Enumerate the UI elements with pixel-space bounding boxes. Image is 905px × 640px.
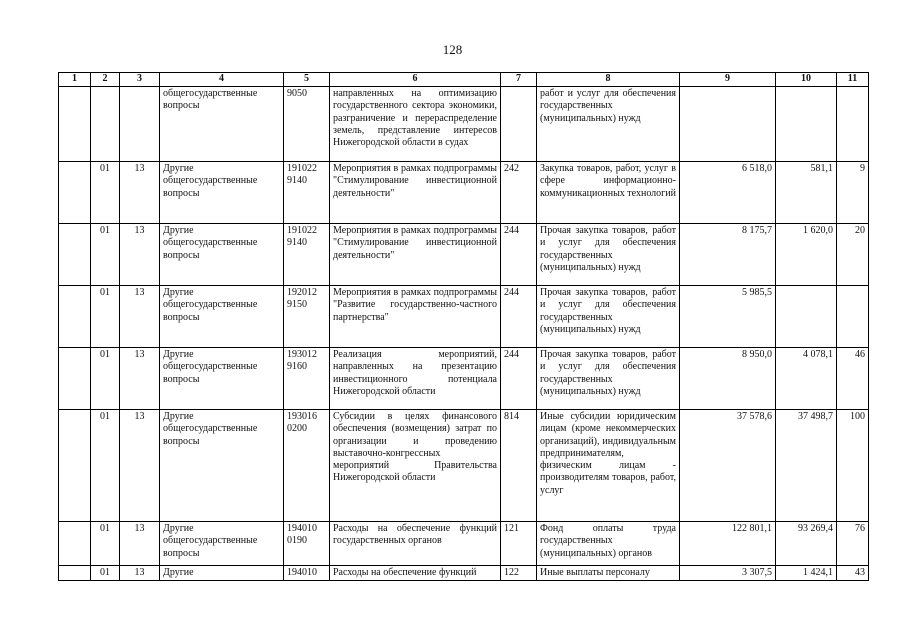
table-cell: [59, 566, 91, 581]
table-cell: 194010 0190: [284, 522, 330, 566]
table-row: [59, 224, 869, 286]
table-cell: 1 620,0: [776, 224, 837, 286]
table-cell: Расходы на обеспечение функций государственных органов: [330, 522, 501, 566]
column-header: 11: [837, 73, 869, 87]
table-cell: 193016 0200: [284, 410, 330, 522]
table-cell: Реализация мероприятий, направленных на презентацию инвестиционного потенциала Нижегородской области: [330, 348, 501, 410]
column-header: 3: [120, 73, 160, 87]
table-cell: 194010: [284, 566, 330, 581]
table-cell: Субсидии в целях финансового обеспечения (возмещения) затрат по организации и проведению выставочно-конгрессных мероприятий Правительства Нижегородской области: [330, 410, 501, 522]
table-cell: Другие общегосударственные вопросы: [160, 224, 284, 286]
table-cell: Другие общегосударственные вопросы: [160, 286, 284, 348]
table-cell: 244: [501, 224, 537, 286]
table-cell: [59, 286, 91, 348]
table-cell: 5 985,5: [680, 286, 776, 348]
table-row: [59, 162, 869, 224]
table-cell: 8 950,0: [680, 348, 776, 410]
column-header: 6: [330, 73, 501, 87]
table-cell: направленных на оптимизацию государственного сектора экономики, разграничение и перераспределение земель, представление интересов Нижегородской области в судах: [330, 87, 501, 162]
table-cell: 244: [501, 348, 537, 410]
table-cell: 6 518,0: [680, 162, 776, 224]
table-cell: [59, 162, 91, 224]
table-cell: 13: [120, 348, 160, 410]
table-row: [59, 87, 869, 162]
table-cell: [59, 87, 91, 162]
table-cell: Другие общегосударственные вопросы: [160, 522, 284, 566]
table-cell: 122: [501, 566, 537, 581]
table-cell: 43: [837, 566, 869, 581]
table-cell: Иные субсидии юридическим лицам (кроме некоммерческих организаций), индивидуальным предпринимателям, физическим лицам - производителям товаров, работ, услуг: [537, 410, 680, 522]
table-cell: Другие: [160, 566, 284, 581]
table-cell: Закупка товаров, работ, услуг в сфере информационно-коммуникационных технологий: [537, 162, 680, 224]
table-row: [59, 566, 869, 581]
column-header: 1: [59, 73, 91, 87]
table-cell: 13: [120, 410, 160, 522]
table-cell: Прочая закупка товаров, работ и услуг для обеспечения государственных (муниципальных) нужд: [537, 286, 680, 348]
table-cell: 192012 9150: [284, 286, 330, 348]
table-cell: работ и услуг для обеспечения государственных (муниципальных) нужд: [537, 87, 680, 162]
table-cell: 9050: [284, 87, 330, 162]
table-cell: 193012 9160: [284, 348, 330, 410]
table-cell: 581,1: [776, 162, 837, 224]
table-cell: Мероприятия в рамках подпрограммы "Развитие государственно-частного партнерства": [330, 286, 501, 348]
table-cell: 13: [120, 566, 160, 581]
table-cell: 01: [91, 348, 120, 410]
table-cell: 20: [837, 224, 869, 286]
column-header: 8: [537, 73, 680, 87]
table-cell: Мероприятия в рамках подпрограммы "Стимулирование инвестиционной деятельности": [330, 224, 501, 286]
table-cell: 121: [501, 522, 537, 566]
table-cell: Прочая закупка товаров, работ и услуг для обеспечения государственных (муниципальных) нужд: [537, 348, 680, 410]
table-cell: 37 498,7: [776, 410, 837, 522]
table-cell: 1 424,1: [776, 566, 837, 581]
table-row: [59, 286, 869, 348]
table-cell: [837, 87, 869, 162]
column-header: 10: [776, 73, 837, 87]
table-cell: 76: [837, 522, 869, 566]
table-cell: 13: [120, 224, 160, 286]
table-cell: [59, 224, 91, 286]
budget-table: [58, 72, 869, 581]
table-cell: 8 175,7: [680, 224, 776, 286]
table-cell: Иные выплаты персоналу: [537, 566, 680, 581]
table-cell: Другие общегосударственные вопросы: [160, 162, 284, 224]
table-header-row: [59, 73, 869, 87]
table-cell: Другие общегосударственные вопросы: [160, 410, 284, 522]
table-cell: 242: [501, 162, 537, 224]
table-row: [59, 410, 869, 522]
table-cell: [776, 286, 837, 348]
column-header: 4: [160, 73, 284, 87]
table-cell: [837, 286, 869, 348]
table-cell: 3 307,5: [680, 566, 776, 581]
table-cell: Другие общегосударственные вопросы: [160, 348, 284, 410]
table-cell: [91, 87, 120, 162]
table-cell: 46: [837, 348, 869, 410]
table-cell: 814: [501, 410, 537, 522]
table-cell: 01: [91, 522, 120, 566]
table-cell: 9: [837, 162, 869, 224]
table-cell: [680, 87, 776, 162]
table-cell: 01: [91, 566, 120, 581]
table-cell: 100: [837, 410, 869, 522]
table-cell: 13: [120, 162, 160, 224]
page-number: 128: [442, 42, 463, 57]
table-cell: 4 078,1: [776, 348, 837, 410]
table-cell: общегосударственные вопросы: [160, 87, 284, 162]
table-cell: [776, 87, 837, 162]
table-row: [59, 348, 869, 410]
table-cell: 01: [91, 410, 120, 522]
table-cell: 93 269,4: [776, 522, 837, 566]
table-cell: 191022 9140: [284, 162, 330, 224]
table-cell: [59, 348, 91, 410]
column-header: 5: [284, 73, 330, 87]
column-header: 9: [680, 73, 776, 87]
table-cell: 13: [120, 286, 160, 348]
table-cell: Фонд оплаты труда государственных (муниципальных) органов: [537, 522, 680, 566]
table-cell: 191022 9140: [284, 224, 330, 286]
table-row: [59, 522, 869, 566]
table-cell: 244: [501, 286, 537, 348]
table-cell: 122 801,1: [680, 522, 776, 566]
table-cell: [120, 87, 160, 162]
table-cell: 01: [91, 286, 120, 348]
table-cell: 37 578,6: [680, 410, 776, 522]
table-cell: Мероприятия в рамках подпрограммы "Стимулирование инвестиционной деятельности": [330, 162, 501, 224]
table-cell: 01: [91, 224, 120, 286]
table-cell: 01: [91, 162, 120, 224]
column-header: 7: [501, 73, 537, 87]
column-header: 2: [91, 73, 120, 87]
table-cell: Прочая закупка товаров, работ и услуг для обеспечения государственных (муниципальных) нужд: [537, 224, 680, 286]
table-cell: [501, 87, 537, 162]
table-cell: 13: [120, 522, 160, 566]
table-cell: [59, 410, 91, 522]
table-cell: Расходы на обеспечение функций: [330, 566, 501, 581]
table-cell: [59, 522, 91, 566]
